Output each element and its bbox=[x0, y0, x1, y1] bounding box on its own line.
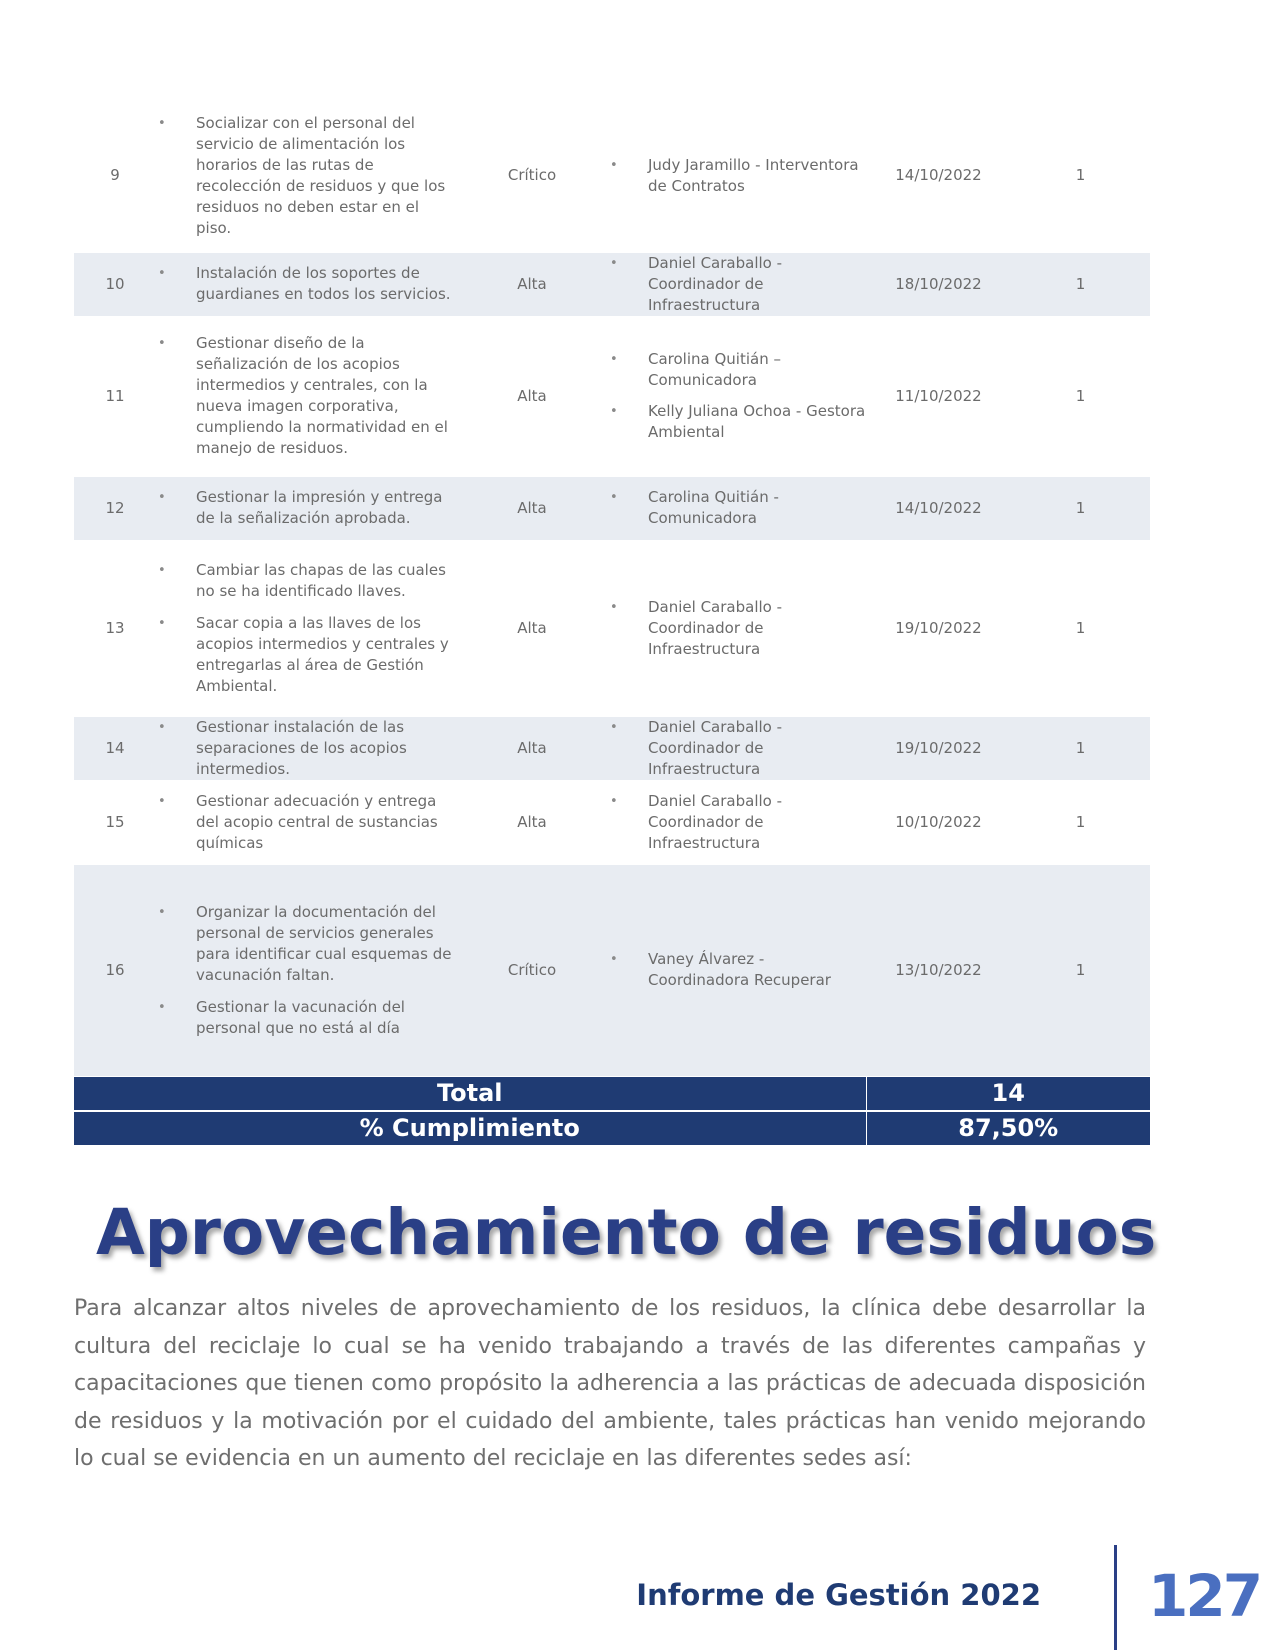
responsible-cell bbox=[608, 100, 866, 252]
responsible-cell bbox=[608, 716, 866, 780]
responsible-item: • Judy Jaramillo - Interventora de Contratos bbox=[648, 155, 866, 197]
action-item: • Sacar copia a las llaves de los acopios intermedios y centrales y entregarlas al área de Gestión Ambiental. bbox=[196, 613, 456, 697]
date-cell: 13/10/2022 bbox=[866, 864, 1011, 1076]
action-item: • Cambiar las chapas de las cuales no se ha identificado llaves. bbox=[196, 560, 456, 602]
row-number: 12 bbox=[74, 476, 156, 540]
actions-list bbox=[156, 333, 456, 459]
responsible-list bbox=[608, 717, 866, 780]
date-cell: 19/10/2022 bbox=[866, 716, 1011, 780]
section-title: Aprovechamiento de residuos bbox=[96, 1196, 1157, 1269]
priority-cell: Alta bbox=[456, 716, 608, 780]
actions-list bbox=[156, 902, 456, 1039]
row-number: 16 bbox=[74, 864, 156, 1076]
actions-list bbox=[156, 560, 456, 697]
value-cell: 1 bbox=[1011, 716, 1150, 780]
date-cell: 19/10/2022 bbox=[866, 540, 1011, 716]
row-number: 11 bbox=[74, 316, 156, 476]
date-cell: 14/10/2022 bbox=[866, 100, 1011, 252]
table-row bbox=[74, 476, 1150, 540]
actions-cell bbox=[156, 780, 456, 864]
actions-cell bbox=[156, 716, 456, 780]
action-item: • Gestionar instalación de las separaciones de los acopios intermedios. bbox=[196, 717, 456, 780]
row-number: 13 bbox=[74, 540, 156, 716]
value-cell: 1 bbox=[1011, 780, 1150, 864]
responsible-cell bbox=[608, 476, 866, 540]
priority-cell: Crítico bbox=[456, 864, 608, 1076]
actions-cell bbox=[156, 100, 456, 252]
responsible-cell bbox=[608, 252, 866, 316]
date-cell: 10/10/2022 bbox=[866, 780, 1011, 864]
priority-cell: Alta bbox=[456, 540, 608, 716]
priority-cell: Alta bbox=[456, 476, 608, 540]
table-row bbox=[74, 716, 1150, 780]
actions-list bbox=[156, 487, 456, 529]
table-body bbox=[74, 100, 1150, 1076]
date-cell: 11/10/2022 bbox=[866, 316, 1011, 476]
responsible-list bbox=[608, 155, 866, 197]
value-cell: 1 bbox=[1011, 252, 1150, 316]
body-paragraph: Para alcanzar altos niveles de aprovechamiento de los residuos, la clínica debe desarrollar la cultura del reciclaje lo cual se ha venido trabajando a través de las diferentes campañas y capacitaciones que tienen como propósito la adherencia a las prácticas de adecuada disposición de residuos y la motivación por el cuidado del ambiente, tales prácticas han venido mejorando lo cual se evidencia en un aumento del reciclaje en las diferentes sedes así: bbox=[74, 1296, 1146, 1471]
table-row bbox=[74, 540, 1150, 716]
action-item: • Gestionar la impresión y entrega de la señalización aprobada. bbox=[196, 487, 456, 529]
responsible-item: • Carolina Quitián - Comunicadora bbox=[648, 487, 866, 529]
actions-list bbox=[156, 791, 456, 854]
responsible-item: • Daniel Caraballo - Coordinador de Infraestructura bbox=[648, 717, 866, 780]
actions-cell bbox=[156, 476, 456, 540]
table-row bbox=[74, 100, 1150, 252]
table-row bbox=[74, 252, 1150, 316]
priority-cell: Alta bbox=[456, 252, 608, 316]
compliance-value: 87,50% bbox=[866, 1111, 1150, 1146]
action-item: • Instalación de los soportes de guardianes en todos los servicios. bbox=[196, 263, 456, 305]
page-number: 127 bbox=[1148, 1562, 1261, 1630]
total-value: 14 bbox=[866, 1076, 1150, 1111]
responsible-list bbox=[608, 253, 866, 316]
responsible-cell bbox=[608, 864, 866, 1076]
priority-cell: Alta bbox=[456, 780, 608, 864]
actions-cell bbox=[156, 540, 456, 716]
value-cell: 1 bbox=[1011, 864, 1150, 1076]
responsible-item: • Daniel Caraballo - Coordinador de Infraestructura bbox=[648, 253, 866, 316]
action-plan-table bbox=[74, 100, 1150, 1147]
action-item: • Gestionar la vacunación del personal que no está al día bbox=[196, 997, 456, 1039]
responsible-item: • Vaney Álvarez - Coordinadora Recuperar bbox=[648, 949, 866, 991]
responsible-item: • Kelly Juliana Ochoa - Gestora Ambiental bbox=[648, 401, 866, 443]
compliance-row bbox=[74, 1111, 1150, 1146]
total-label: Total bbox=[74, 1076, 866, 1111]
footer-report-title: Informe de Gestión 2022 bbox=[636, 1578, 1041, 1612]
actions-cell bbox=[156, 316, 456, 476]
action-item: • Gestionar adecuación y entrega del acopio central de sustancias químicas bbox=[196, 791, 456, 854]
responsible-cell bbox=[608, 316, 866, 476]
responsible-list bbox=[608, 597, 866, 660]
value-cell: 1 bbox=[1011, 540, 1150, 716]
value-cell: 1 bbox=[1011, 316, 1150, 476]
responsible-cell bbox=[608, 540, 866, 716]
actions-cell bbox=[156, 252, 456, 316]
responsible-list bbox=[608, 487, 866, 529]
value-cell: 1 bbox=[1011, 476, 1150, 540]
responsible-list bbox=[608, 349, 866, 443]
compliance-label: % Cumplimiento bbox=[74, 1111, 866, 1146]
responsible-item: • Daniel Caraballo - Coordinador de Infraestructura bbox=[648, 597, 866, 660]
row-number: 9 bbox=[74, 100, 156, 252]
responsible-list bbox=[608, 791, 866, 854]
table-row bbox=[74, 864, 1150, 1076]
actions-list bbox=[156, 717, 456, 780]
date-cell: 14/10/2022 bbox=[866, 476, 1011, 540]
priority-cell: Crítico bbox=[456, 100, 608, 252]
responsible-item: • Carolina Quitián – Comunicadora bbox=[648, 349, 866, 391]
action-item: • Organizar la documentación del personal de servicios generales para identificar cual esquemas de vacunación faltan. bbox=[196, 902, 456, 986]
date-cell: 18/10/2022 bbox=[866, 252, 1011, 316]
action-item: • Socializar con el personal del servicio de alimentación los horarios de las rutas de recolección de residuos y que los residuos no deben estar en el piso. bbox=[196, 113, 456, 239]
table-row bbox=[74, 780, 1150, 864]
row-number: 10 bbox=[74, 252, 156, 316]
row-number: 14 bbox=[74, 716, 156, 780]
priority-cell: Alta bbox=[456, 316, 608, 476]
action-item: • Gestionar diseño de la señalización de los acopios intermedios y centrales, con la nueva imagen corporativa, cumpliendo la normatividad en el manejo de residuos. bbox=[196, 333, 456, 459]
row-number: 15 bbox=[74, 780, 156, 864]
actions-list bbox=[156, 113, 456, 239]
actions-list bbox=[156, 263, 456, 305]
responsible-list bbox=[608, 949, 866, 991]
actions-cell bbox=[156, 864, 456, 1076]
table-row bbox=[74, 316, 1150, 476]
responsible-cell bbox=[608, 780, 866, 864]
value-cell: 1 bbox=[1011, 100, 1150, 252]
responsible-item: • Daniel Caraballo - Coordinador de Infraestructura bbox=[648, 791, 866, 854]
footer-divider bbox=[1114, 1545, 1117, 1650]
total-row bbox=[74, 1076, 1150, 1111]
